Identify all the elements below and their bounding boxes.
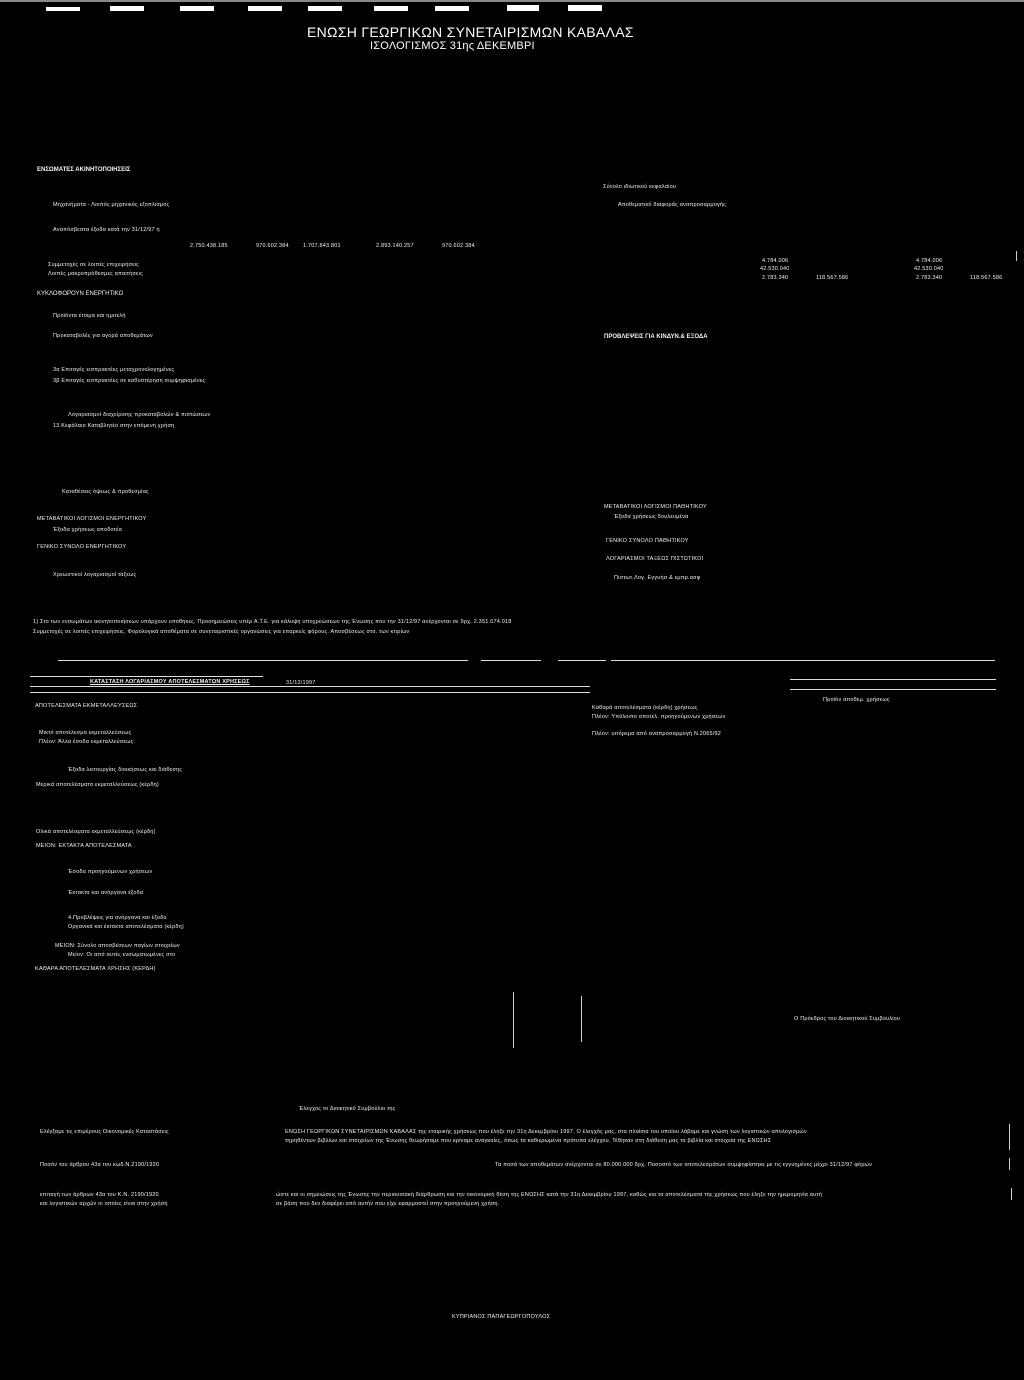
document-subtitle: ΙΣΟΛΟΓΙΣΜΟΣ 31ης ΔΕΚΕΜΒΡΙ (370, 40, 535, 52)
header-mark (46, 7, 80, 11)
assets-row: Μηχανήματα - Λοιπός μηχανικός εξοπλισμός (53, 202, 170, 208)
income-row: Έκτακτα και ανόργανα έξοδα (68, 890, 144, 896)
liabilities-row: Έξοδα χρήσεως δουλευμένα (614, 514, 689, 520)
column-separator (581, 996, 582, 1042)
liability-value: 2.783.340 (762, 275, 789, 281)
divider (481, 660, 541, 661)
liabilities-row: Αποθεματικό διαφοράς αναπροσαρμογής (618, 202, 727, 208)
divider (30, 686, 590, 687)
divider (30, 676, 263, 677)
assets-total: ΓΕΝΙΚΟ ΣΥΝΟΛΟ ΕΝΕΡΓΗΤΙΚΟΥ (37, 544, 127, 550)
liability-value: 42.530.040 (760, 266, 790, 272)
header-mark (308, 6, 342, 11)
assets-transitional-title: ΜΕΤΑΒΑΤΙΚΟΙ ΛΟΓΙΣΜΟΙ ΕΝΕΡΓΗΤΙΚΟΥ (37, 516, 147, 522)
income-statement-title: ΚΑΤΑΣΤΑΣΗ ΛΟΓΑΡΙΑΣΜΟΥ ΑΠΟΤΕΛΕΣΜΑΤΩΝ ΧΡΗΣΕΩΣ (90, 679, 250, 685)
income-net-title: ΚΑΘΑΡΑ ΑΠΟΤΕΛΕΣΜΑΤΑ ΧΡΗΣΗΣ (ΚΕΡΔΗ) (35, 966, 156, 972)
divider (790, 679, 996, 680)
certificate-paragraph: τηρηθέντων βιβλίων και στοιχείων της Ένωσης θεωρήσαμε που κρίναμε αναγκαίες, όπως τα καθιερωμένα πρότυπα ελέγχου. Τέθηκαν στη διάθεση μας τα βιβλία και στοιχεία της ΕΝΩΣΗΣ (285, 1138, 772, 1144)
certificate-paragraph: ΕΝΩΣΗ ΓΕΩΡΓΙΚΩΝ ΣΥΝΕΤΑΙΡΙΣΜΩΝ ΚΑΒΑΛΑΣ της εταιρικής χρήσεως που έληξε την 31η Δεκεμβρίου 1997. Ο έλεγχός μας, στα πλαίσια του οποίου λάβαμε και γνώση των λογιστικών απολογισμών (285, 1129, 807, 1135)
provisions-title: ΠΡΟΒΛΕΨΕΙΣ ΓΙΑ ΚΙΝΔΥΝ.& ΕΞΟΔΑ (604, 334, 708, 340)
income-extra-title: ΜΕΙΟΝ: ΕΚΤΑΚΤΑ ΑΠΟΤΕΛΕΣΜΑΤΑ (36, 843, 132, 849)
asset-amount: 970.602.384 (442, 243, 475, 249)
income-right-top: Προϊόν αποθεμ. χρήσεως (823, 697, 890, 703)
circulating-assets-title: ΚΥΚΛΟΦΟΡΟΥΝ ΕΝΕΡΓΗΤΙΚΟ (37, 291, 124, 297)
income-row: ΜΕΙΟΝ: Σύνολο αποσβέσεων παγίων στοιχείων (55, 943, 180, 949)
board-chairman: Ο Πρόεδρος του Διοικητικού Συμβουλίου (794, 1016, 901, 1022)
income-right-row: Καθαρά αποτελέσματα (κέρδη) χρήσεως (592, 705, 698, 711)
assets-row: 13.Κεφάλαιο Καταβλητέο στην επόμενη χρήση (53, 423, 175, 429)
assets-row: Χρεωστικοί λογαριασμοί τάξεως (53, 572, 137, 578)
assets-row: Συμμετοχές σε λοιπές επιχειρήσεις (48, 262, 140, 268)
document-title: ΕΝΩΣΗ ΓΕΩΡΓΙΚΩΝ ΣΥΝΕΤΑΙΡΙΣΜΩΝ ΚΑΒΑΛΑΣ (307, 24, 634, 40)
certificate-paragraph: σε βάση που δεν διαφέρει από αυτήν που είχε εφαρμοστεί στην προηγούμενη χρήση. (276, 1201, 500, 1207)
certificate-left: Ελέγξαμε τις επιμέρους Οικονομικές Καταστάσεις (40, 1129, 169, 1135)
bracket-mark (1010, 251, 1017, 261)
liabilities-order-title: ΛΟΓΑΡΙΑΣΜΟΙ ΤΑΞΕΩΣ ΠΙΣΤΩΤΙΚΟΙ (606, 556, 704, 562)
assets-row: Αναπόσβεστα έξοδα κατά την 31/12/97 η (53, 227, 160, 233)
header-mark (568, 5, 602, 11)
assets-row: Έξοδα χρήσεως αποδοτέα (53, 527, 123, 533)
assets-row: 3β Επιταγές εισπρακτέες σε καθυστέρηση συμψηφισμένες (53, 378, 206, 384)
liabilities-row: Πιστωτ.Λογ. Εγγυήσ.& εμπρ.ασφ (614, 575, 701, 581)
assets-row: Προϊόντα έτοιμα και ημιτελή (53, 313, 126, 319)
liabilities-header: Σύνολο ιδιωτικού κεφαλαίου (603, 184, 677, 190)
header-mark (507, 5, 539, 11)
divider (30, 692, 590, 693)
liability-value: 118.567.586 (816, 275, 849, 281)
liability-value: 4.784.006 (916, 258, 943, 264)
certificate-left: Ποσόν του άρθρου 43α του κωδ.Ν.2190/1920 (40, 1162, 160, 1168)
auditor-signature: ΚΥΠΡΙΑΝΟΣ ΠΑΠΑΓΕΩΡΓΟΠΟΥΛΟΣ (452, 1314, 551, 1320)
income-row: Έξοδα λειτουργίας διοικήσεως και διάθεσης (68, 767, 183, 773)
income-row: Μικτό αποτέλεσμα εκμεταλλεύσεως (39, 730, 132, 736)
margin-mark (1009, 1158, 1010, 1170)
divider (611, 660, 995, 661)
income-row: Έσοδα προηγούμενων χρήσεων (68, 869, 153, 875)
asset-amount: 1.707.843.801 (303, 243, 341, 249)
divider (58, 660, 468, 661)
liabilities-total: ΓΕΝΙΚΟ ΣΥΝΟΛΟ ΠΑΘΗΤΙΚΟΥ (606, 538, 689, 544)
income-right-row: Πλέον: υπόρεμα από αναπροσαρμογή Ν.2065/92 (592, 731, 722, 737)
assets-row: Λογαριασμοί διαχείρισης προκαταβολών & πιστώσεων (68, 412, 211, 418)
divider (558, 660, 606, 661)
margin-mark (1009, 1124, 1010, 1150)
liabilities-transitional-title: ΜΕΤΑΒΑΤΙΚΟΙ ΛΟΓΙΣΜΟΙ ΠΑΘΗΤΙΚΟΥ (604, 504, 707, 510)
certificate-left: επιταγή των άρθρων 43α του Κ.Ν. 2190/1920 (40, 1192, 159, 1198)
income-row: Μείον: Οι από αυτές ενσωματωμένες στο (68, 952, 176, 958)
income-row: Ολικά αποτελέσματα εκμεταλλεύσεως (κέρδη) (36, 829, 156, 835)
asset-amount: 2.750.438.185 (190, 243, 228, 249)
note: Συμμετοχές σε λοιπές επιχειρήσεις. Φορολογικά αποθέματα σε συνεταιριστικές οργανώσεις για επαρκείς φόρους. Αποσβέσεως στο. των κτιρίων (33, 629, 410, 635)
divider (790, 689, 996, 690)
income-right-row: Πλέον: Υπόλοιπο αποτελ. προηγούμενων χρήσεων (592, 714, 726, 720)
assets-row: 3α Επιταγές εισπρακτέες μεταχρονολογημένες (53, 367, 175, 373)
asset-amount: 970.602.384 (256, 243, 289, 249)
liability-value: 4.784.006 (762, 258, 789, 264)
top-bar (0, 0, 1024, 2)
certificate-paragraph: Τα ποσά των αποθεμάτων ανέρχονται σε 80.000.000 δρχ. Ποσοστό των αποτελεσμάτων συμψηφίστηκε με τις εγγυημένες μέχρι 31/12/97 φόρων (495, 1162, 873, 1168)
assets-row: Προκαταβολές για αγορά αποθεμάτων (53, 333, 153, 339)
assets-row: Λοιπές μακροπρόθεσμες απαιτήσεις (48, 271, 143, 277)
income-row: Μερικά αποτελέσματα εκμεταλλεύσεως (κέρδη) (36, 782, 159, 788)
income-row: Πλέον: Άλλα έσοδα εκμεταλλεύσεως (39, 739, 134, 745)
header-mark (110, 6, 144, 11)
header-mark (374, 6, 408, 11)
assets-row: Καταθέσεις όψεως & προθεσμίας (62, 489, 149, 495)
income-op-results-title: ΑΠΟΤΕΛΕΣΜΑΤΑ ΕΚΜΕΤΑΛΛΕΥΣΕΩΣ (35, 703, 138, 709)
certificate-heading: Έλεγχος το Διοικητικό Συμβούλιο της (299, 1106, 396, 1112)
liability-value: 2.783.340 (916, 275, 943, 281)
liability-value: 42.530.040 (914, 266, 944, 272)
asset-amount: 2.893.140.257 (376, 243, 414, 249)
income-row: Οργανικά και έκτακτα αποτελέσματα (κέρδη) (68, 924, 184, 930)
header-mark (180, 6, 214, 11)
certificate-paragraph: ώστε και οι σημειώσεις της Ένωσης την περιουσιακή διάρθρωση και την οικονομική θέση της ΕΝΩΣΗΣ κατά την 31η Δεκεμβρίου 1997, καθώς και τα αποτελέσματα της χρήσεως που έληξε την ημερομηνία αυτή (276, 1192, 822, 1198)
liability-value: 118.567.586 (970, 275, 1003, 281)
header-mark (248, 6, 282, 11)
note: 1) Στο των ενσωμάτων ακινητοποιήσεων υπάρχουν υποθήκες. Προσημειώσεις υπέρ Α.Τ.Ε. για κάλυψη υποχρεώσεων της Ένωσης που την 31/12/97 ανέρχονται σε δρχ. 2.351.074.018 (33, 619, 512, 625)
header-mark (435, 6, 469, 11)
column-separator (513, 992, 514, 1048)
income-statement-date: 31/12/1997 (286, 680, 316, 686)
margin-mark (1011, 1188, 1012, 1200)
income-row: 4.Προβλέψεις για ανόργανα και έξοδα (68, 915, 167, 921)
assets-section-title: ΕΝΣΩΜΑΤΕΣ ΑΚΙΝΗΤΟΠΟΙΗΣΕΙΣ (37, 167, 131, 173)
certificate-left: και λογιστικών αρχών οι οποίες είναι στην χρήση (40, 1201, 168, 1207)
